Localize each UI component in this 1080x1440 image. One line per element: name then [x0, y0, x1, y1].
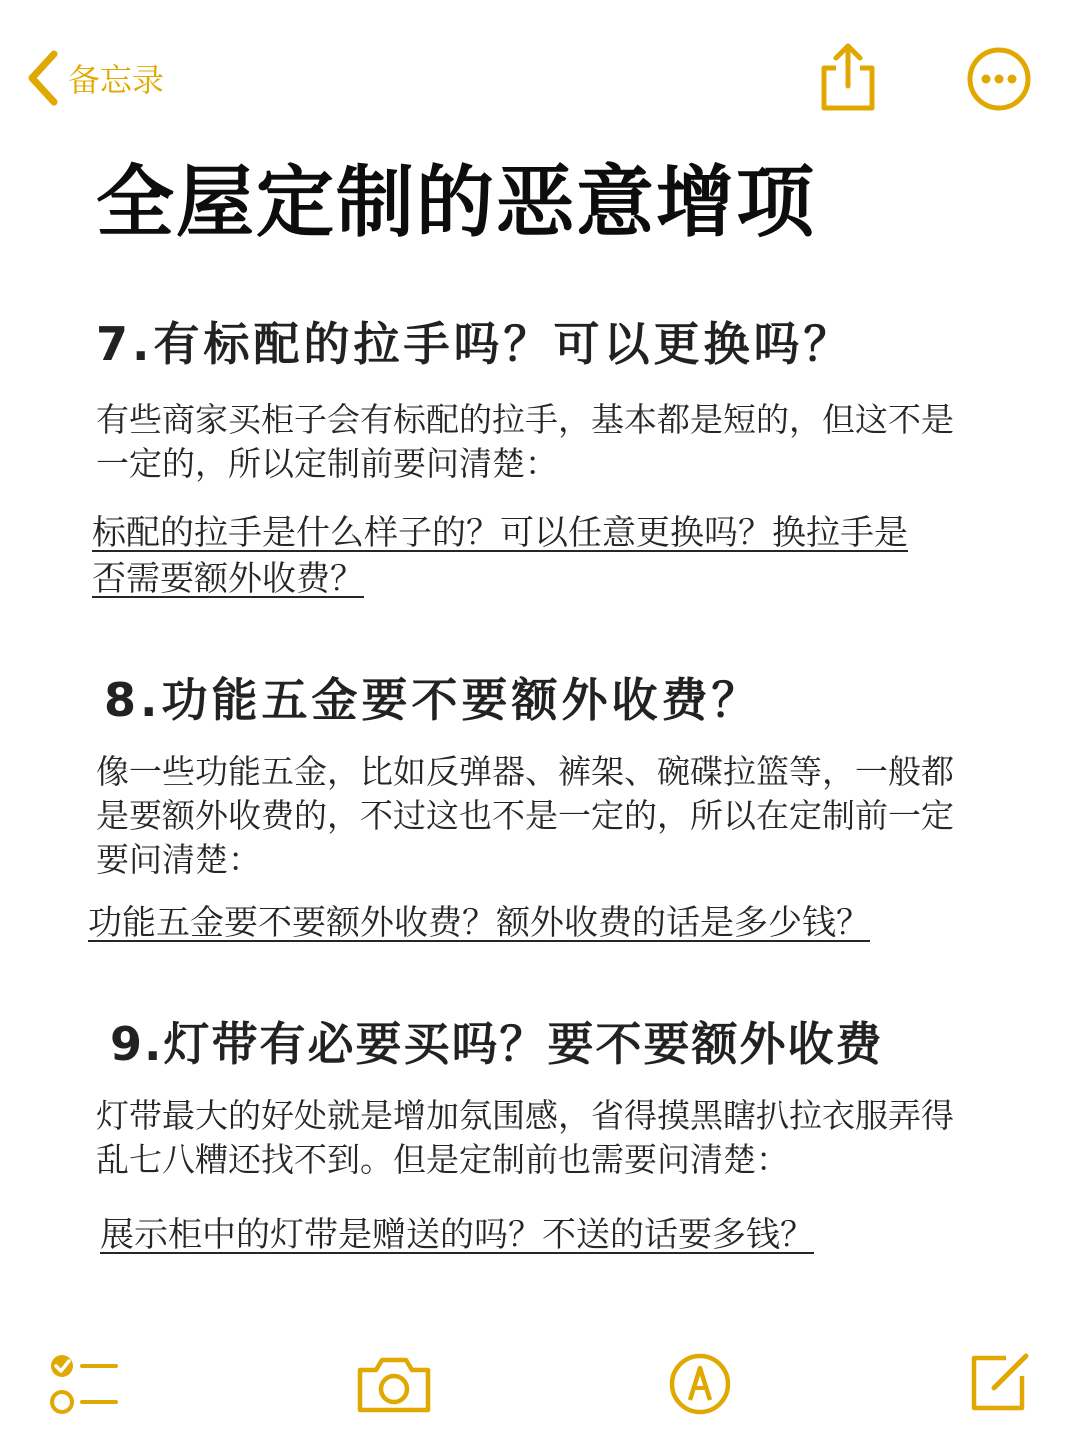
compose-icon[interactable]: [966, 1350, 1032, 1416]
share-icon[interactable]: [818, 42, 878, 112]
note-section: [104, 664, 1004, 730]
back-button[interactable]: [24, 50, 164, 106]
section-question-wrap: [100, 1212, 1000, 1258]
section-body-wrap: [96, 398, 986, 486]
ellipsis-circle-icon[interactable]: [966, 46, 1032, 112]
note-section: [110, 1008, 1050, 1074]
back-label: 备忘录: [68, 61, 165, 99]
camera-icon[interactable]: [354, 1352, 434, 1416]
section-body-wrap: [96, 750, 986, 882]
section-body: 有些商家买柜子会有标配的拉手，基本都是短的，但这不是一定的，所以定制前要问清楚：: [96, 400, 954, 483]
section-question-wrap: [92, 510, 922, 602]
section-heading: 7.有标配的拉手吗？可以更换吗？: [96, 317, 854, 371]
checklist-icon[interactable]: [48, 1350, 120, 1420]
note-title: 全屋定制的恶意增项: [96, 158, 817, 248]
section-heading: 9.灯带有必要买吗？要不要额外收费: [110, 1017, 884, 1071]
section-question: 标配的拉手是什么样子的？可以任意更换吗？换拉手是否需要额外收费？: [92, 513, 908, 599]
section-question-wrap: [88, 900, 988, 946]
section-heading: 8.功能五金要不要额外收费？: [104, 673, 762, 727]
section-question: 功能五金要不要额外收费？额外收费的话是多少钱？: [88, 903, 870, 943]
section-question: 展示柜中的灯带是赠送的吗？不送的话要多钱？: [100, 1215, 814, 1255]
section-body: 像一些功能五金，比如反弹器、裤架、碗碟拉篮等，一般都是要额外收费的，不过这也不是一定的，所以在定制前一定要问清楚：: [96, 752, 954, 879]
chevron-left-icon: [24, 50, 60, 106]
markup-pen-icon[interactable]: [668, 1352, 732, 1416]
note-section: [96, 308, 996, 374]
section-body-wrap: [96, 1094, 986, 1182]
section-body: 灯带最大的好处就是增加氛围感，省得摸黑瞎扒拉衣服弄得乱七八糟还找不到。但是定制前也需要问清楚：: [96, 1096, 954, 1179]
